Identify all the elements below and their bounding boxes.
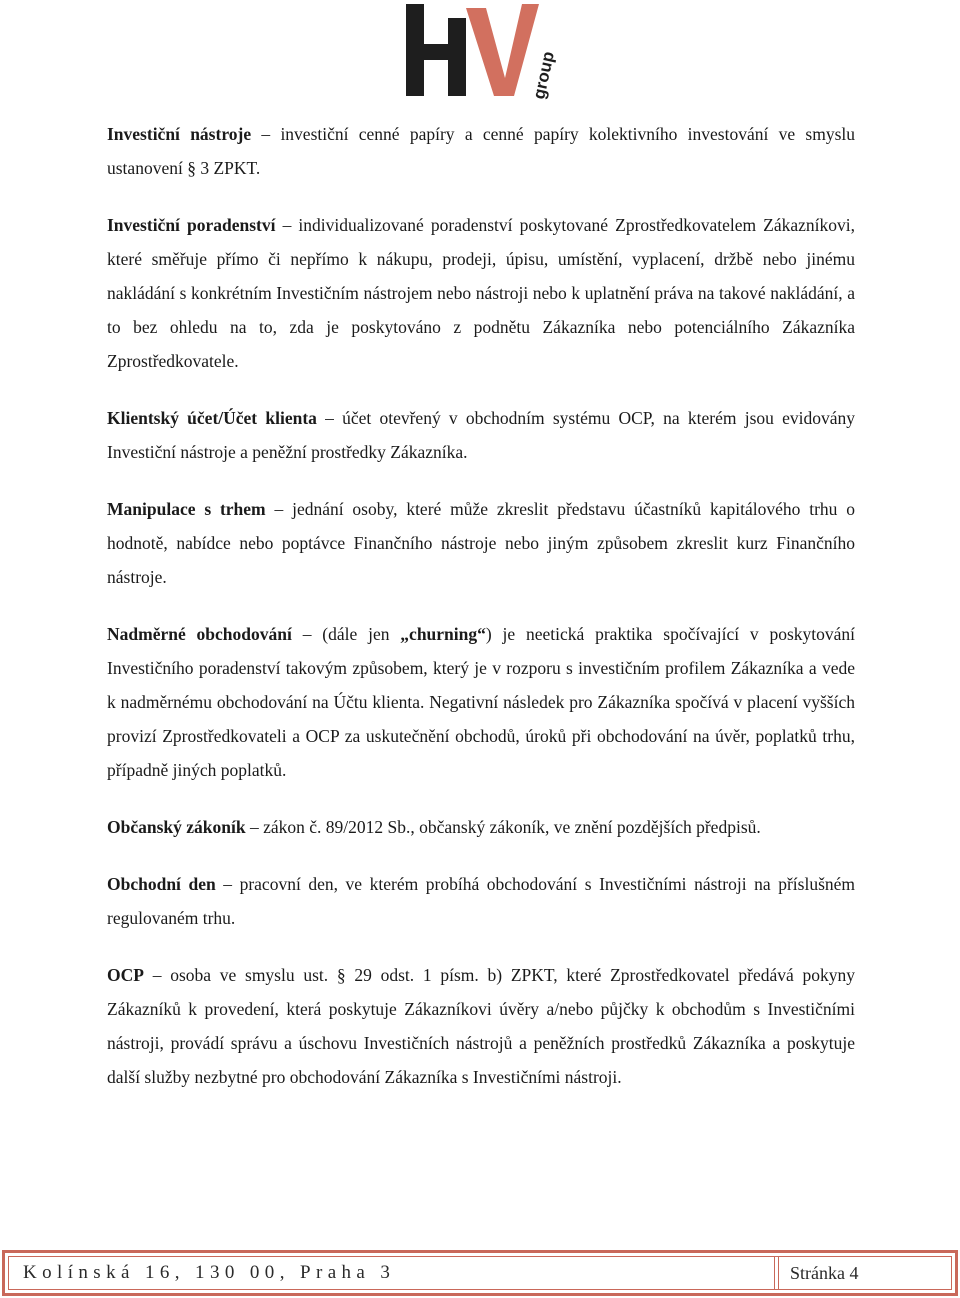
definition-text: pracovní den, ve kterém probíhá obchodování s Investičními nástroji na příslušném regulovaném trhu.	[107, 874, 856, 928]
definition-quote: „churning“	[400, 624, 486, 644]
footer-address: Kolínská 16, 130 00, Praha 3	[9, 1257, 779, 1289]
definition-term: Nadměrné obchodování	[107, 624, 292, 644]
footer-frame	[8, 1256, 952, 1290]
definition-text: účet otevřený v obchodním systému OCP, na kterém jsou evidovány Investiční nástroje a peněžní prostředky Zákazníka.	[107, 408, 855, 462]
definition-text: ) je neetická praktika spočívající v poskytování Investičního poradenství takovým způsobem, který je v rozporu s investičním profilem Zákazníka a vede k nadměrnému obchodování na Účtu klienta. Negativní následek pro Zákazníka spočívá v placení vyšších provizí Zprostředkovateli a OCP za uskutečnění obchodů, úroků při obchodování na úvěr, poplatků trhu, případně jiných poplatků.	[107, 624, 856, 780]
definition-term: Občanský zákoník	[107, 817, 246, 837]
definition-text: zákon č. 89/2012 Sb., občanský zákoník, ve znění pozdějších předpisů.	[263, 817, 761, 837]
definition-term: Obchodní den	[107, 874, 216, 894]
definition-klientsky-ucet: Klientský účet/Účet klienta – účet otevřený v obchodním systému OCP, na kterém jsou evidovány Investiční nástroje a peněžní prostředky Zákazníka.	[107, 408, 855, 462]
company-logo	[404, 2, 558, 101]
definition-text: osoba ve smyslu ust. § 29 odst. 1 písm. b) ZPKT, které Zprostředkovatel předává pokyny Zákazníků k provedení, která poskytuje Zákazníkovi úvěry a/nebo půjčky k obchodům s Investičními nástroji, provádí správu a úschovu Investičních nástrojů a peněžních prostředků Zákazníka a poskytuje další služby nezbytné pro obchodování Zákazníka s Investičními nástroji.	[107, 965, 856, 1087]
page-footer	[2, 1250, 958, 1296]
page-number: Stránka 4	[790, 1262, 859, 1283]
definition-investicni-nastroje: Investiční nástroje – investiční cenné papíry a cenné papíry kolektivního investování ve smyslu ustanovení § 3 ZPKT.	[107, 124, 856, 178]
definition-text: jednání osoby, které může zkreslit představu účastníků kapitálového trhu o hodnotě, nabídce nebo poptávce Finančního nástroje nebo jiným způsobem zkreslit kurz Finančního nástroje.	[107, 499, 855, 587]
definition-term: OCP	[107, 965, 144, 985]
definition-investicni-poradenstvi: Investiční poradenství – individualizované poradenství poskytované Zprostředkovatelem Zákazníkovi, které směřuje přímo či nepřímo k nákupu, prodeji, úpisu, umístění, vyplacení, držbě nebo jinému nakládání s konkrétním Investičním nástrojem nebo nástroji nebo k uplatnění práva na takové nakládání, a to bez ohledu na to, zda je poskytováno z podnětu Zákazníka nebo potenciálního Zákazníka Zprostředkovatele.	[107, 215, 856, 371]
definition-manipulace-s-trhem: Manipulace s trhem – jednání osoby, které může zkreslit představu účastníků kapitálového trhu o hodnotě, nabídce nebo poptávce Finančního nástroje nebo jiným způsobem zkreslit kurz Finančního nástroje.	[107, 499, 855, 587]
definition-obchodni-den: Obchodní den – pracovní den, ve kterém probíhá obchodování s Investičními nástroji na příslušném regulovaném trhu.	[107, 874, 856, 928]
definitions-list	[107, 117, 855, 1094]
hv-group-logo-icon	[404, 2, 558, 101]
definition-text: individualizované poradenství poskytované Zprostředkovatelem Zákazníkovi, které směřuje přímo či nepřímo k nákupu, prodeji, úpisu, umístění, vyplacení, držbě nebo jinému nakládání s konkrétním Investičním nástrojem nebo nástroji nebo k uplatnění práva na takové nakládání, a to bez ohledu na to, zda je poskytováno z podnětu Zákazníka nebo potenciálního Zákazníka Zprostředkovatele.	[107, 215, 856, 371]
definition-ocp: OCP – osoba ve smyslu ust. § 29 odst. 1 písm. b) ZPKT, které Zprostředkovatel předává pokyny Zákazníků k provedení, která poskytuje Zákazníkovi úvěry a/nebo půjčky k obchodům s Investičními nástroji, provádí správu a úschovu Investičních nástrojů a peněžních prostředků Zákazníka a poskytuje další služby nezbytné pro obchodování Zákazníka s Investičními nástroji.	[107, 965, 856, 1087]
logo-word-text: group	[529, 49, 558, 101]
definition-term: Klientský účet/Účet klienta	[107, 408, 317, 428]
definition-term: Manipulace s trhem	[107, 499, 266, 519]
definition-text: investiční cenné papíry a cenné papíry kolektivního investování ve smyslu ustanovení § 3 ZPKT.	[107, 124, 856, 178]
definition-term: Investiční nástroje	[107, 124, 252, 144]
definition-term: Investiční poradenství	[107, 215, 276, 235]
definition-obcansky-zakonik: Občanský zákoník – zákon č. 89/2012 Sb., občanský zákoník, ve znění pozdějších předpisů.	[107, 817, 761, 837]
definition-nadmerne-obchodovani: Nadměrné obchodování – (dále jen „churning“) je neetická praktika spočívající v poskytování Investičního poradenství takovým způsobem, který je v rozporu s investičním profilem Zákazníka a vede k nadměrnému obchodování na Účtu klienta. Negativní následek pro Zákazníka spočívá v placení vyšších provizí Zprostředkovateli a OCP za uskutečnění obchodů, úroků při obchodování na úvěr, poplatků trhu, případně jiných poplatků.	[107, 624, 856, 780]
